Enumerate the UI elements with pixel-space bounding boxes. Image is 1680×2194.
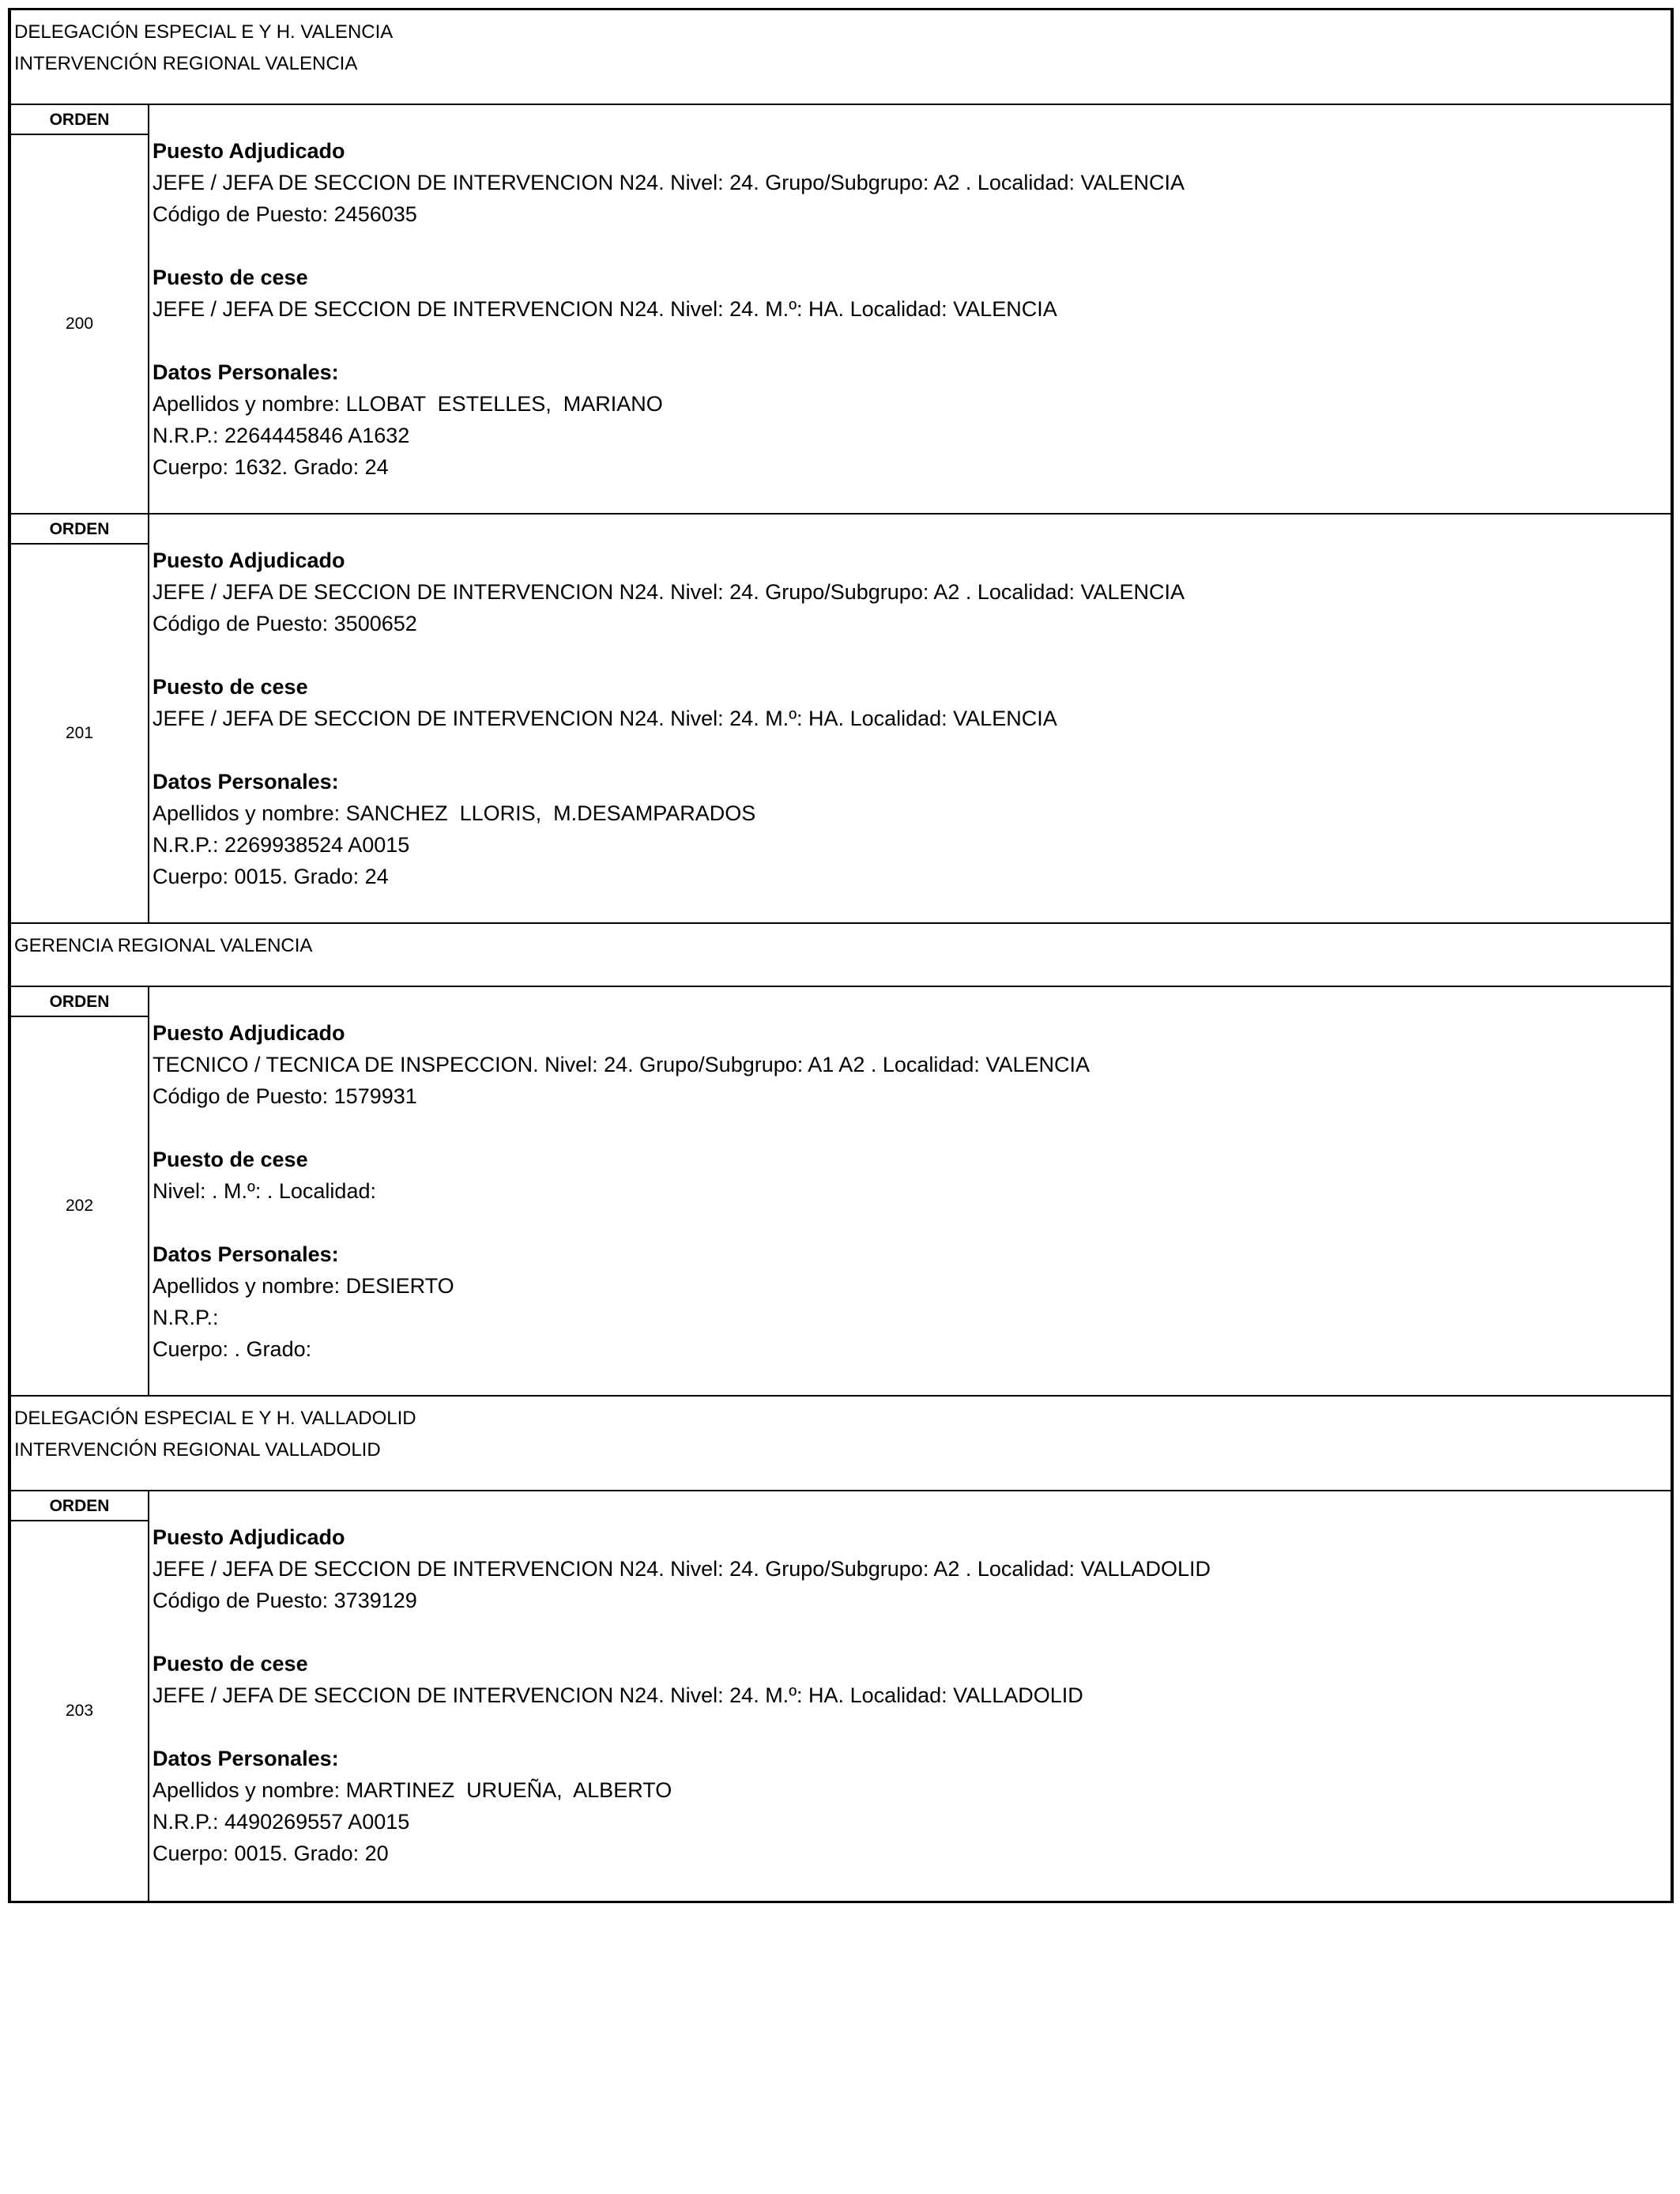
orden-label: ORDEN xyxy=(11,987,148,1017)
codigo-puesto: Código de Puesto: 2456035 xyxy=(153,202,417,226)
entry-row xyxy=(11,515,1671,924)
apellidos-nombre: Apellidos y nombre: SANCHEZ LLORIS, M.DESAMPARADOS xyxy=(153,801,756,825)
adjudicado-description: JEFE / JEFA DE SECCION DE INTERVENCION N24. Nivel: 24. Grupo/Subgrupo: A2 . Localidad: VALENCIA xyxy=(153,580,1185,604)
orden-number: 201 xyxy=(65,724,94,742)
orden-number: 202 xyxy=(65,1197,94,1215)
section-header-line: INTERVENCIÓN REGIONAL VALENCIA xyxy=(14,53,358,74)
apellidos-nombre: Apellidos y nombre: LLOBAT ESTELLES, MARIANO xyxy=(153,392,663,416)
datos-title: Datos Personales: xyxy=(153,770,339,794)
orden-column xyxy=(11,515,149,922)
adjudicado-title: Puesto Adjudicado xyxy=(153,548,345,572)
cuerpo-grado: Cuerpo: 0015. Grado: 24 xyxy=(153,865,389,888)
codigo-puesto: Código de Puesto: 1579931 xyxy=(153,1084,417,1108)
section-header-line: DELEGACIÓN ESPECIAL E Y H. VALENCIA xyxy=(14,21,394,43)
cuerpo-grado: Cuerpo: 0015. Grado: 20 xyxy=(153,1842,389,1865)
nrp: N.R.P.: 2264445846 A1632 xyxy=(153,424,410,447)
adjudicado-description: JEFE / JEFA DE SECCION DE INTERVENCION N24. Nivel: 24. Grupo/Subgrupo: A2 . Localidad: VALLADOLID xyxy=(153,1557,1211,1581)
apellidos-nombre: Apellidos y nombre: DESIERTO xyxy=(153,1274,454,1298)
entry-content xyxy=(149,515,1671,922)
codigo-puesto: Código de Puesto: 3500652 xyxy=(153,612,417,635)
orden-column xyxy=(11,987,149,1395)
datos-title: Datos Personales: xyxy=(153,1747,339,1770)
apellidos-nombre: Apellidos y nombre: MARTINEZ URUEÑA, ALBERTO xyxy=(153,1778,672,1802)
cese-title: Puesto de cese xyxy=(153,1148,308,1171)
nrp: N.R.P.: 4490269557 A0015 xyxy=(153,1810,410,1834)
document-table xyxy=(8,8,1674,1903)
section-header xyxy=(11,10,1671,105)
cuerpo-grado: Cuerpo: 1632. Grado: 24 xyxy=(153,455,389,479)
adjudicado-title: Puesto Adjudicado xyxy=(153,1525,345,1549)
entry-row xyxy=(11,105,1671,515)
orden-number: 203 xyxy=(65,1702,94,1720)
codigo-puesto: Código de Puesto: 3739129 xyxy=(153,1589,417,1612)
entry-row xyxy=(11,1491,1671,1901)
adjudicado-title: Puesto Adjudicado xyxy=(153,1021,345,1045)
cese-title: Puesto de cese xyxy=(153,675,308,699)
cese-description: JEFE / JEFA DE SECCION DE INTERVENCION N24. Nivel: 24. M.º: HA. Localidad: VALENCIA xyxy=(153,297,1057,321)
orden-label: ORDEN xyxy=(11,1491,148,1521)
cese-title: Puesto de cese xyxy=(153,1652,308,1676)
entry-content xyxy=(149,987,1671,1395)
adjudicado-description: TECNICO / TECNICA DE INSPECCION. Nivel: 24. Grupo/Subgrupo: A1 A2 . Localidad: VALENCIA xyxy=(153,1053,1090,1076)
datos-title: Datos Personales: xyxy=(153,1242,339,1266)
section-header-line: GERENCIA REGIONAL VALENCIA xyxy=(14,935,313,956)
entry-content xyxy=(149,1491,1671,1901)
section-header xyxy=(11,1397,1671,1491)
adjudicado-title: Puesto Adjudicado xyxy=(153,139,345,163)
orden-number: 200 xyxy=(65,315,94,333)
orden-column xyxy=(11,1491,149,1901)
cese-description: JEFE / JEFA DE SECCION DE INTERVENCION N24. Nivel: 24. M.º: HA. Localidad: VALLADOLID xyxy=(153,1683,1083,1707)
orden-label: ORDEN xyxy=(11,105,148,135)
orden-label: ORDEN xyxy=(11,515,148,545)
orden-column xyxy=(11,105,149,513)
datos-title: Datos Personales: xyxy=(153,360,339,384)
adjudicado-description: JEFE / JEFA DE SECCION DE INTERVENCION N24. Nivel: 24. Grupo/Subgrupo: A2 . Localidad: VALENCIA xyxy=(153,171,1185,194)
nrp: N.R.P.: xyxy=(153,1306,219,1329)
cuerpo-grado: Cuerpo: . Grado: xyxy=(153,1337,312,1361)
entry-row xyxy=(11,987,1671,1397)
cese-title: Puesto de cese xyxy=(153,266,308,289)
nrp: N.R.P.: 2269938524 A0015 xyxy=(153,833,410,857)
section-header-line: DELEGACIÓN ESPECIAL E Y H. VALLADOLID xyxy=(14,1408,416,1429)
entry-content xyxy=(149,105,1671,513)
section-header xyxy=(11,924,1671,987)
cese-description: JEFE / JEFA DE SECCION DE INTERVENCION N24. Nivel: 24. M.º: HA. Localidad: VALENCIA xyxy=(153,707,1057,730)
section-header-line: INTERVENCIÓN REGIONAL VALLADOLID xyxy=(14,1439,381,1461)
cese-description: Nivel: . M.º: . Localidad: xyxy=(153,1179,376,1203)
